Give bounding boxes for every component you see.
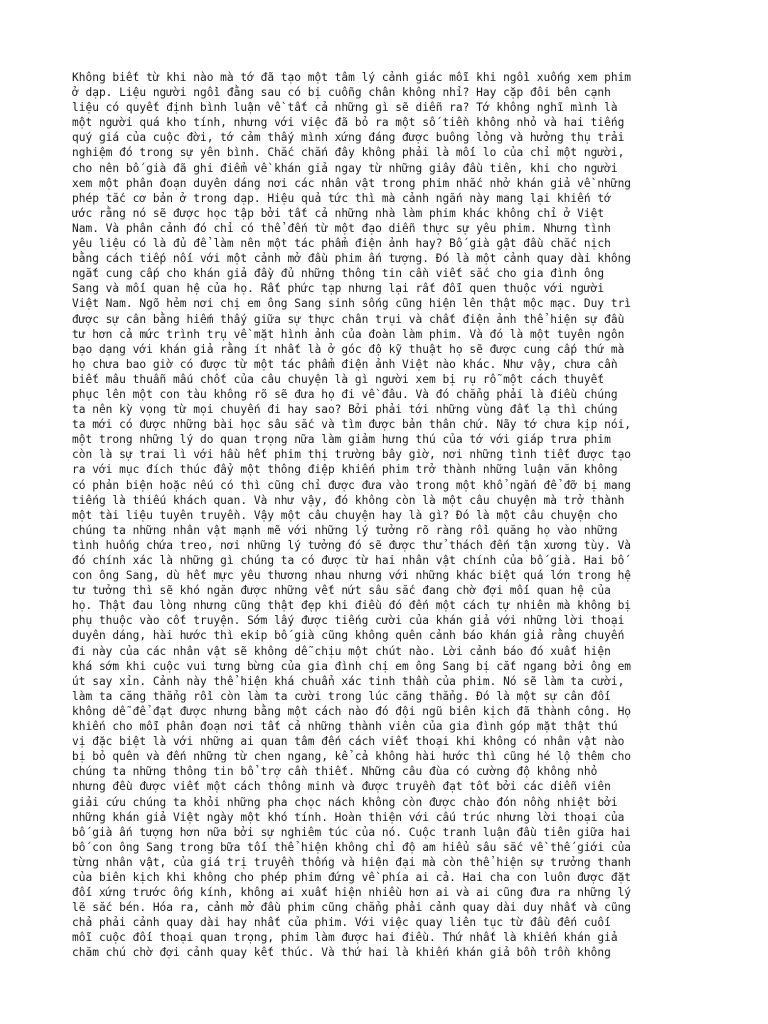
- text-line: làm ta căng thẳng rồi còn làm ta cười trong lúc căng thẳng. Đó là một sự cân đối: [72, 689, 611, 703]
- text-line: tư hơn cả mức trình trụ về mặt hình ảnh của đoàn làm phim. Và đó là một tuyên ngôn: [72, 327, 625, 341]
- text-line: bằng cách tiếp nối với một cảnh mở đầu phim ấn tượng. Đó là một cảnh quay dài không: [72, 252, 632, 266]
- text-line: nhưng đều được viết một cách thông minh và được truyền đạt tốt bởi các diễn viên: [72, 780, 611, 794]
- text-line: yêu liệu có là đủ để làm nên một tác phẩm điện ảnh hay? Bố già gật đầu chắc nịch: [72, 237, 611, 251]
- text-line: phụ thuộc vào cốt truyện. Sớm lấy được tiếng cười của khán giả với những lời thoại: [72, 614, 625, 628]
- text-line: xem một phân đoạn duyên dáng nơi các nhân vật trong phim nhắc nhở khán giả về những: [72, 176, 632, 190]
- text-line: từng nhân vật, của giá trị truyền thống và hiện đại mà còn thể hiện sự trưởng thanh: [72, 855, 632, 869]
- text-line: mỗi cuộc đối thoại quan trọng, phim làm được hai điều. Thứ nhất là khiến khán giả: [72, 931, 618, 945]
- text-line: được sự cân bằng hiếm thấy giữa sự thực chân trụi và chất điện ảnh thể hiện sự đầu: [72, 312, 625, 326]
- text-line: chúng ta những nhân vật mạnh mẽ với những lý tưởng rõ ràng rồi quăng họ vào những: [72, 523, 618, 537]
- text-line: tư tưởng thì sẽ khó ngăn được những vết nứt sâu sắc đang chờ đợi mối quan hệ của: [72, 584, 611, 598]
- text-line: bạo dạng với khán giả rằng ít nhất là ở góc độ kỹ thuật họ sẽ được cung cấp thứ mà: [72, 342, 625, 356]
- text-line: duyên dáng, hài hước thì ekip bố già cũng không quên cảnh báo khán giả rằng chuyến: [72, 629, 625, 643]
- text-line: chả phải cảnh quay dài hay nhất của phim. Với việc quay liên tục từ đầu đến cuối: [72, 916, 611, 930]
- document-page: [72, 70, 702, 961]
- text-line: họ. Thật đau lòng nhưng cũng thật đẹp khi điều đó đến một cách tự nhiên mà không bị: [72, 599, 632, 613]
- text-line: đối xứng trước ống kính, không ai xuất hiện nhiều hơn ai và ai cũng đưa ra những lý: [72, 886, 632, 900]
- text-line: ta mới có được những bài học sâu sắc và tìm được bản thân chứ. Nãy tớ chưa kịp nói,: [72, 418, 632, 432]
- text-line: giải cứu chúng ta khỏi những pha chọc nách không còn được chào đón nồng nhiệt bởi: [72, 795, 618, 809]
- text-line: đó chính xác là những gì chúng ta có được từ hai nhân vật chính của bố già. Hai bố: [72, 554, 625, 567]
- text-line: cho nên bố già đã ghi điểm về khán giả ngay từ những giây đầu tiên, khi cho người: [72, 161, 618, 175]
- text-line: một người quá kho tính, nhưng với việc đã bỏ ra một số tiền không nhỏ và hai tiếng: [72, 116, 625, 130]
- text-line: một tài liệu tuyên truyền. Vậy một câu chuyện hay là gì? Đó là một câu chuyện cho: [72, 508, 618, 522]
- text-line: biết mâu thuẫn mấu chốt của câu chuyện là gì người xem bị rụ rỗ một cách thuyết: [72, 372, 605, 386]
- text-line: ở dạp. Liệu người ngồi đằng sau có bị cuỗng chân không nhỉ? Hay cặp đôi bên cạnh: [72, 86, 611, 100]
- text-line: út say xỉn. Cảnh này thể hiện khá chuẩn xác tinh thần của phim. Nó sẽ làm ta cười,: [72, 674, 625, 688]
- text-line: lẽ sắc bén. Hóa ra, cảnh mở đầu phim cũng chẳng phải cảnh quay dài duy nhất và cũng: [72, 901, 632, 915]
- text-line: quý giá của cuộc đời, tớ cảm thấy mình xứng đáng được buông lỏng và hưởng thụ trải: [72, 131, 625, 145]
- text-line: của biên kịch khi không cho phép phim đứng về phía ai cả. Hai cha con luôn được đặt: [72, 870, 632, 884]
- text-line: những khán giả Việt ngày một khó tính. Hoàn thiện với cấu trúc nhưng lời thoại của: [72, 810, 625, 824]
- text-line: chúng ta những thông tin bổ trợ cần thiết. Những câu đùa có cường độ không nhỏ: [72, 765, 598, 779]
- text-line: ước rằng nó sẽ được học tập bởi tất cả những nhà làm phim khác không chỉ ở Việt: [72, 206, 605, 220]
- text-line: khá sớm khi cuộc vui tưng bừng của gia đình chị em ông Sang bị cắt ngang bởi ông em: [72, 659, 632, 673]
- text-line: không dễ để đạt được nhưng bằng một cách nào đó đội ngũ biên kịch đã thành công. Họ: [72, 704, 632, 718]
- text-line: liệu có quyết định bình luận về tất cả những gì sẽ diễn ra? Tớ không nghĩ mình là: [72, 101, 618, 115]
- text-line: họ chưa bao giờ có được từ một tác phẩm điện ảnh Việt nào khác. Như vậy, chưa cần: [72, 357, 618, 371]
- text-line: bố con ông Sang trong bữa tối thể hiện không chỉ độ am hiểu sâu sắc về thế giới của: [72, 840, 632, 854]
- text-line: ngắt cung cấp cho khán giả đầy đủ những thông tin cần viết sắc cho gia đình ông: [72, 267, 605, 281]
- text-line: ta nên kỳ vọng từ mọi chuyến đi hay sao? Bởi phải tới những vùng đất lạ thì chúng: [72, 403, 618, 417]
- text-line: Việt Nam. Ngõ hẻm nơi chị em ông Sang sinh sống cũng hiện lên thật mộc mạc. Duy trì: [72, 297, 632, 311]
- text-line: đi này của các nhân vật sẽ không dễ chịu một chút nào. Lời cảnh báo đó xuất hiện: [72, 644, 611, 658]
- text-line: Không biết từ khi nào mà tớ đã tạo một tâm lý cảnh giác mỗi khi ngồi xuống xem phim: [72, 71, 632, 84]
- text-line: nghiệm đó trong sự yên bình. Chắc chắn đây không phải là mối lo của chỉ một người,: [72, 146, 625, 160]
- text-line: ra với mục đích thúc đẩy một thông điệp khiến phim trở thành những luận văn không: [72, 463, 618, 477]
- text-line: bị bỏ quên và đến những từ chen ngang, kể cả không hài hước thì cũng hé lộ thêm cho: [72, 750, 632, 764]
- text-line: phục lên một con tàu không rõ sẽ đưa họ đi về đâu. Và đó chẳng phải là điều chúng: [72, 387, 618, 401]
- text-line: phép tắc cơ bản ở trong dạp. Hiệu quả tức thì mà cảnh ngắn này mang lại khiến tớ: [72, 191, 611, 205]
- text-line: Sang và mối quan hệ của họ. Rất phức tạp nhưng lại rất đỗi quen thuộc với người: [72, 282, 605, 296]
- text-line: con ông Sang, dù hết mực yêu thương nhau nhưng với những khác biệt quá lớn trong hệ: [72, 569, 632, 583]
- text-line: Nam. Và phân cảnh đó chỉ có thể đến từ một đạo diễn thực sự yêu phim. Nhưng tình: [72, 221, 611, 235]
- text-line: tình huống chứa treo, nơi những lý tưởng đó sẽ được thử thách đến tận xương tùy. Và: [72, 538, 632, 552]
- text-line: tiếng là thiếu khách quan. Và như vậy, đó không còn là một câu chuyện mà trở thành: [72, 493, 625, 507]
- text-line: còn là sự trai lì với hầu hết phim thị trường bây giờ, nơi những tình tiết được tạo: [72, 448, 632, 462]
- text-line: vị đặc biệt là với những ai quan tâm đến cách viết thoại khi không có nhân vật nào: [72, 735, 625, 749]
- text-line: có phản biện hoặc nếu có thì cũng chỉ được đưa vào trong một khổ ngắn để đỡ bị mang: [72, 478, 632, 492]
- text-line: một trong những lý do quan trọng nữa làm giảm hưng thú của tớ với giáp trưa phim: [72, 433, 611, 447]
- text-line: khiến cho mỗi phân đoạn nơi tất cả những thành viên của gia đình góp mặt thật thú: [72, 720, 618, 734]
- text-line: chăm chú chờ đợi cảnh quay kết thúc. Và thứ hai là khiến khán giả bồn trồn không: [72, 946, 611, 960]
- text-line: bố già ấn tượng hơn nữa bởi sự nghiêm túc của nó. Cuộc tranh luận đầu tiên giữa hai: [72, 825, 632, 839]
